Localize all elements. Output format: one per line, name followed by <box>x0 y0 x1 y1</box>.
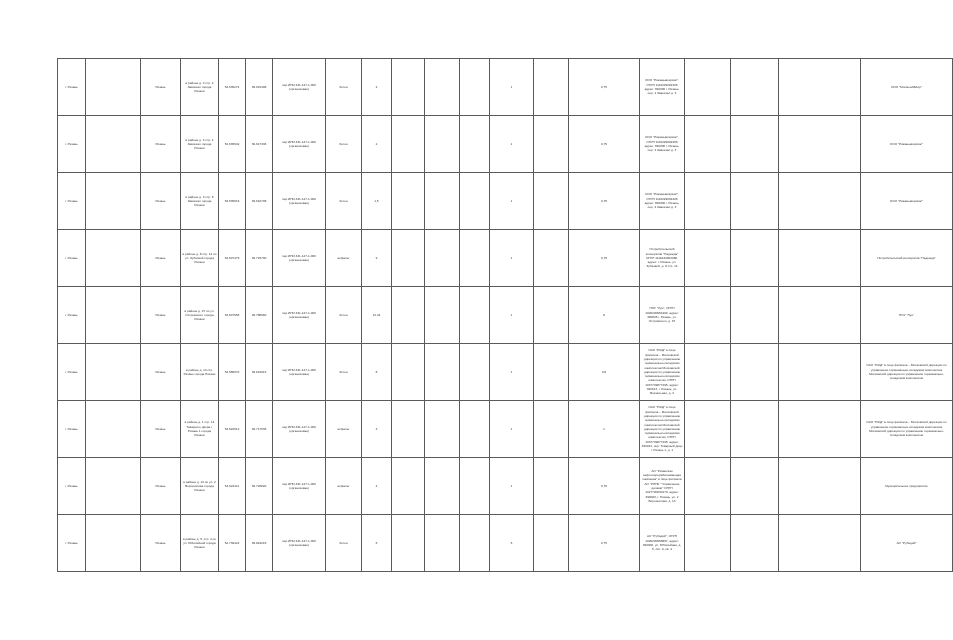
owner-info-cell: АО "Рязанская нефтеперерабатывающая компания" в лице филиала АО "РНПК" "Управление делами" ОГРН 1027700030170, адрес: 390000, г. Рязань, ул. 2 Ворошилова, д. 13 <box>640 458 685 515</box>
registry-sheet <box>57 58 947 572</box>
address-cell: в районе д. 3 стр. 4 Завокзал города Рязани <box>181 116 219 173</box>
settlement-cell: г. Рязань <box>58 287 86 344</box>
empty-cell <box>534 344 569 401</box>
empty-cell <box>731 344 779 401</box>
container-count-cell: 1 <box>490 116 534 173</box>
volume-cell: 8 <box>569 287 640 344</box>
empty-cell <box>425 344 460 401</box>
city-cell: Рязань <box>141 515 181 572</box>
empty-cell <box>731 59 779 116</box>
empty-cell <box>779 458 861 515</box>
city-cell: Рязань <box>141 230 181 287</box>
empty-cell <box>685 59 731 116</box>
city-cell: Рязань <box>141 401 181 458</box>
operator-cell: ПОУ "Лун" <box>861 287 953 344</box>
empty-cell <box>685 230 731 287</box>
area-cell: 4 <box>362 458 392 515</box>
empty-cell <box>86 116 141 173</box>
registry-table <box>57 58 953 572</box>
table-row <box>58 59 953 116</box>
empty-cell <box>392 230 425 287</box>
empty-cell <box>86 59 141 116</box>
code-cell: пер.ИНИ.331-127-1-000 (организован) <box>273 287 326 344</box>
area-cell: 3 <box>362 401 392 458</box>
settlement-cell: г. Рязань <box>58 344 86 401</box>
longitude-cell: 39.616708 <box>246 173 273 230</box>
surface-cell: бетон <box>326 344 362 401</box>
address-cell: в районе д. 1 стр. 14 Товарного двора г. Рязань 1 города Рязани <box>181 401 219 458</box>
empty-cell <box>425 287 460 344</box>
code-cell: пер.ИНИ.331-127-1-000 (организован) <box>273 458 326 515</box>
area-cell: 6 <box>362 515 392 572</box>
table-row <box>58 401 953 458</box>
empty-cell <box>460 230 490 287</box>
settlement-cell: г. Рязань <box>58 173 86 230</box>
empty-cell <box>425 116 460 173</box>
empty-cell <box>86 515 141 572</box>
owner-info-cell: ООО "Ряжанывсервис", ОГРН 1116229002406 адрес: 390000 г. Рязань, пер. 4 Завокзал д. 3 <box>640 173 685 230</box>
table-row <box>58 344 953 401</box>
volume-cell: 0,75 <box>569 59 640 116</box>
empty-cell <box>392 344 425 401</box>
city-cell: Рязань <box>141 116 181 173</box>
volume-cell: 0,75 <box>569 230 640 287</box>
container-count-cell: 1 <box>490 59 534 116</box>
surface-cell: асфальт <box>326 230 362 287</box>
surface-cell: бетон <box>326 173 362 230</box>
empty-cell <box>460 458 490 515</box>
longitude-cell: 39.619015 <box>246 344 273 401</box>
settlement-cell: г. Рязань <box>58 116 86 173</box>
table-row <box>58 173 953 230</box>
address-cell: в районе д. 5, стр. 4 по ул. Юбилейной города Рязани <box>181 515 219 572</box>
city-cell: Рязань <box>141 59 181 116</box>
table-row <box>58 230 953 287</box>
owner-info-cell: ПОУ "Лун", ОГРН 1026200954460, адрес: 390026 г. Рязань, ул. Островского, д. 97 <box>640 287 685 344</box>
settlement-cell: г. Рязань <box>58 401 86 458</box>
empty-cell <box>86 401 141 458</box>
surface-cell: бетон <box>326 515 362 572</box>
empty-cell <box>685 458 731 515</box>
city-cell: Рязань <box>141 173 181 230</box>
surface-cell: асфальт <box>326 458 362 515</box>
area-cell: 8 <box>362 344 392 401</box>
owner-info-cell: ООО "Ряжанывсервис", ОГРН 1116229002406 адрес: 390000 г. Рязань, пер. 4 Завокзал д. 3 <box>640 59 685 116</box>
empty-cell <box>779 59 861 116</box>
empty-cell <box>534 59 569 116</box>
operator-cell: ОАО "РЖД" в лице филиала – Московской дирекции по управлению терминально-складским комплексом Московской дирекции по управлению терминально-складским комплексом <box>861 344 953 401</box>
address-cell: в районе д. 13 по ул. 2 Ворошилова города Рязани <box>181 458 219 515</box>
area-cell: 12,44 <box>362 287 392 344</box>
volume-cell: 1 <box>569 401 640 458</box>
empty-cell <box>460 344 490 401</box>
settlement-cell: г. Рязань <box>58 59 86 116</box>
city-cell: Рязань <box>141 287 181 344</box>
address-cell: в районе д. 3 стр. 8 Завокзал города Рязани <box>181 173 219 230</box>
empty-cell <box>425 230 460 287</box>
longitude-cell: 39.824218 <box>246 515 273 572</box>
empty-cell <box>534 173 569 230</box>
empty-cell <box>534 230 569 287</box>
address-cell: в районе д. 97 по ул. Островского города Рязани <box>181 287 219 344</box>
empty-cell <box>534 401 569 458</box>
empty-cell <box>86 173 141 230</box>
empty-cell <box>86 287 141 344</box>
surface-cell: бетон <box>326 116 362 173</box>
container-count-cell: 1 <box>490 458 534 515</box>
longitude-cell: 39.720820 <box>246 458 273 515</box>
empty-cell <box>425 401 460 458</box>
container-count-cell: 1 <box>490 401 534 458</box>
empty-cell <box>685 173 731 230</box>
empty-cell <box>685 515 731 572</box>
operator-cell: Потребительский кооператив "Надежда" <box>861 230 953 287</box>
volume-cell: 0,8 <box>569 344 640 401</box>
empty-cell <box>731 173 779 230</box>
surface-cell: асфальт <box>326 401 362 458</box>
code-cell: пер.ИНИ.331-127-1-000 (организован) <box>273 515 326 572</box>
code-cell: пер.ИНИ.331-127-1-000 (организован) <box>273 59 326 116</box>
owner-info-cell: ОАО "РЖД" в лице филиала – Московской дирекции по управлению терминально-складским комплексом Московской дирекции по управлению терминально-складским комплексом, ОГРН 1037739877295, адрес: 390013, г. Рязань, ул. Вокзальная, д. 3 <box>640 344 685 401</box>
volume-cell: 0,75 <box>569 515 640 572</box>
operator-cell: Муниципальное предприятие <box>861 458 953 515</box>
area-cell: 2 <box>362 59 392 116</box>
volume-cell: 0,75 <box>569 458 640 515</box>
empty-cell <box>731 116 779 173</box>
code-cell: пер.ИНИ.331-127-1-000 (организован) <box>273 401 326 458</box>
empty-cell <box>731 458 779 515</box>
volume-cell: 0,75 <box>569 173 640 230</box>
empty-cell <box>425 59 460 116</box>
empty-cell <box>392 401 425 458</box>
latitude-cell: 54.607479 <box>219 230 246 287</box>
operator-cell: ОАО "РЖД" в лице филиала – Московской дирекции по управлению терминально-складским комплексом Московской дирекции по управлению терминально-складским комплексом <box>861 401 953 458</box>
owner-info-cell: ОАО "РЖД" в лице филиала – Московской дирекции по управлению терминально-складским комплексом Московской дирекции по управлению терминально-складским комплексом, ОГРН 1037739877295, адрес: 390013, пер. Товарный двор г. Рязань 1, д. 1 <box>640 401 685 458</box>
code-cell: пер.ИНИ.331-127-1-000 (организован) <box>273 344 326 401</box>
surface-cell: бетон <box>326 287 362 344</box>
surface-cell: бетон <box>326 59 362 116</box>
empty-cell <box>460 116 490 173</box>
empty-cell <box>460 173 490 230</box>
owner-info-cell: АО "Рубидий", ОГРН 1026200958897, адрес: 390000, ул. Юбилейная, д. 5, лит. А, кв. 4 <box>640 515 685 572</box>
empty-cell <box>685 116 731 173</box>
empty-cell <box>86 230 141 287</box>
table-row <box>58 116 953 173</box>
empty-cell <box>425 458 460 515</box>
operator-cell: ООО "Ряжанывсервис" <box>861 173 953 230</box>
area-cell: 1,5 <box>362 173 392 230</box>
container-count-cell: 6 <box>490 515 534 572</box>
empty-cell <box>534 515 569 572</box>
volume-cell: 0,75 <box>569 116 640 173</box>
longitude-cell: 39.788960 <box>246 287 273 344</box>
container-count-cell: 1 <box>490 230 534 287</box>
city-cell: Рязань <box>141 458 181 515</box>
empty-cell <box>86 344 141 401</box>
city-cell: Рязань <box>141 344 181 401</box>
table-row <box>58 287 953 344</box>
settlement-cell: г. Рязань <box>58 230 86 287</box>
settlement-cell: г. Рязань <box>58 515 86 572</box>
latitude-cell: 54.635642 <box>219 116 246 173</box>
code-cell: пер.ИНИ.331-127-1-000 (организован) <box>273 116 326 173</box>
latitude-cell: 54.607956 <box>219 287 246 344</box>
empty-cell <box>425 173 460 230</box>
empty-cell <box>534 458 569 515</box>
area-cell: 2 <box>362 116 392 173</box>
container-count-cell: 1 <box>490 173 534 230</box>
owner-info-cell: Потребительский кооператив "Надежда" ОГРН 1116234002080, адрес: г. Рязань, ул. Зубковой, д. 8 стр. 14 <box>640 230 685 287</box>
empty-cell <box>86 458 141 515</box>
container-count-cell: 1 <box>490 344 534 401</box>
empty-cell <box>460 515 490 572</box>
empty-cell <box>685 344 731 401</box>
empty-cell <box>534 287 569 344</box>
empty-cell <box>460 401 490 458</box>
empty-cell <box>779 173 861 230</box>
operator-cell: ООО "МосмонАБКор" <box>861 59 953 116</box>
empty-cell <box>534 116 569 173</box>
empty-cell <box>425 515 460 572</box>
latitude-cell: 54.739422 <box>219 515 246 572</box>
empty-cell <box>731 401 779 458</box>
empty-cell <box>731 287 779 344</box>
container-count-cell: 1 <box>490 287 534 344</box>
latitude-cell: 54.622512 <box>219 401 246 458</box>
empty-cell <box>392 173 425 230</box>
empty-cell <box>685 287 731 344</box>
code-cell: пер.ИНИ.331-127-1-000 (организован) <box>273 173 326 230</box>
area-cell: 9 <box>362 230 392 287</box>
settlement-cell: г. Рязань <box>58 458 86 515</box>
address-cell: в районе д. 8 стр. 14 по ул. Зубковой города Рязани <box>181 230 219 287</box>
latitude-cell: 54.635616 <box>219 173 246 230</box>
longitude-cell: 39.716790 <box>246 230 273 287</box>
empty-cell <box>685 401 731 458</box>
empty-cell <box>779 344 861 401</box>
empty-cell <box>392 287 425 344</box>
code-cell: пер.ИНИ.331-127-1-000 (организован) <box>273 230 326 287</box>
empty-cell <box>779 287 861 344</box>
empty-cell <box>779 401 861 458</box>
empty-cell <box>779 515 861 572</box>
empty-cell <box>392 59 425 116</box>
operator-cell: ООО "Ряжанывсервис" <box>861 116 953 173</box>
latitude-cell: 54.635274 <box>219 59 246 116</box>
owner-info-cell: ООО "Ряжанывсервис", ОГРН 1116229002406 адрес: 390000 г. Рязань, пер. 4 Завокзал д. 3 <box>640 116 685 173</box>
empty-cell <box>731 230 779 287</box>
longitude-cell: 39.717536 <box>246 401 273 458</box>
empty-cell <box>779 116 861 173</box>
empty-cell <box>392 458 425 515</box>
address-cell: в районе д. 3 стр. 4 Завокзал города Рязани <box>181 59 219 116</box>
empty-cell <box>460 287 490 344</box>
longitude-cell: 39.615408 <box>246 59 273 116</box>
latitude-cell: 54.586670 <box>219 344 246 401</box>
longitude-cell: 39.617336 <box>246 116 273 173</box>
table-row <box>58 515 953 572</box>
empty-cell <box>460 59 490 116</box>
table-row <box>58 458 953 515</box>
empty-cell <box>731 515 779 572</box>
operator-cell: АО "Рубидий" <box>861 515 953 572</box>
empty-cell <box>392 116 425 173</box>
address-cell: в районе д. 13 стр. Рязань города Рязани <box>181 344 219 401</box>
empty-cell <box>779 230 861 287</box>
latitude-cell: 54.624411 <box>219 458 246 515</box>
empty-cell <box>392 515 425 572</box>
